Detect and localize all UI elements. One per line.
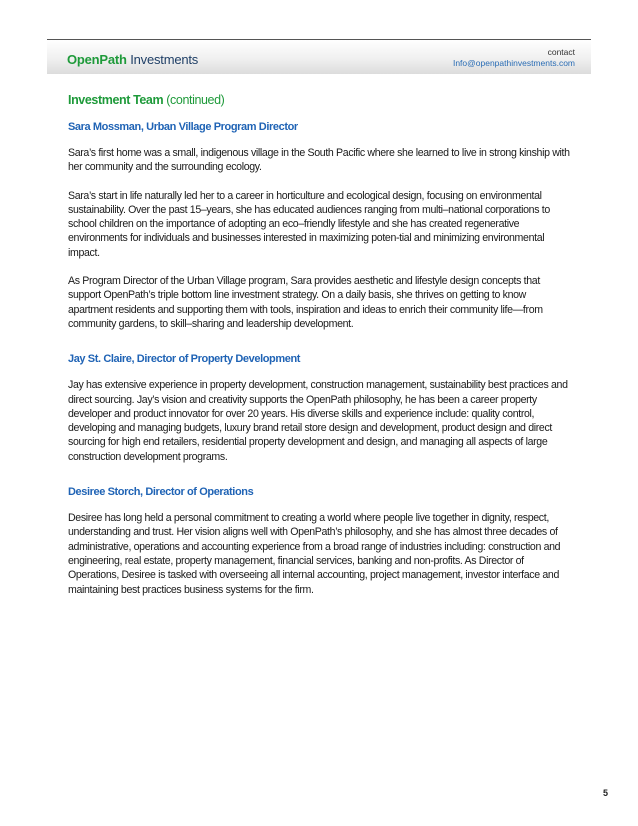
person-sara-mossman — [68, 121, 573, 331]
bio-paragraph: As Program Director of the Urban Village program, Sara provides aesthetic and lifestyle design concepts that support OpenPath’s triple bottom line investment strategy. On a daily basis, she thrives on getting to know apartment residents and supporting them with tools, inspiration and ideas to enrich their community life—from community gardens, to skill–sharing and leadership development. — [68, 275, 543, 330]
person-name: Desiree Storch, Director of Operations — [68, 486, 254, 499]
person-name: Sara Mossman, Urban Village Program Director — [68, 121, 298, 133]
bio-paragraph: Sara’s first home was a small, indigenous village in the South Pacific where she learned to live in strong kinship with her community and the surrounding ecology. — [68, 147, 570, 174]
page-content — [68, 93, 573, 611]
section-spacer — [68, 345, 573, 353]
brand-name-investments: Investments — [126, 52, 199, 67]
section-title — [68, 93, 573, 107]
contact-email-link[interactable]: Info@openpathinvestments.com — [452, 58, 575, 68]
bio-paragraph: Desiree has long held a personal commitment to creating a world where people live together in dignity, respect, understanding and trust. Her vision aligns well with OpenPath’s philosophy, and she has almost three decades of administrative, operations and accounting experience from a broad range of industries including: construction and engineering, real estate, property management, financial services, banking and non-profits. As Director of Operations, Desiree is tasked with overseeing all internal accounting, project management, investor interface and maintaining best practices business systems for the firm. — [68, 512, 561, 596]
bio-paragraph: Jay has extensive experience in property development, construction management, sustainability best practices and direct sourcing. Jay’s vision and creativity supports the OpenPath philosophy, he has been a career property developer and product innovator for over 20 years. His diverse skills and experience include: quality control, developing and managing budgets, luxury brand retail store design and development, product design and direct sourcing for high end retailers, residential property development and design, and managing all aspects of large construction development programs. — [68, 379, 568, 463]
person-jay-st-claire — [68, 353, 573, 464]
section-title-main: Investment Team — [68, 93, 164, 107]
person-name: Jay St. Claire, Director of Property Development — [68, 353, 301, 366]
section-spacer — [68, 478, 573, 486]
section-title-continued: (continued) — [163, 93, 225, 107]
page-header — [47, 39, 591, 74]
person-desiree-storch — [68, 486, 573, 597]
brand-logo — [67, 52, 198, 67]
contact-block — [453, 47, 575, 69]
page-number: 5 — [602, 788, 608, 798]
bio-paragraph: Sara’s start in life naturally led her to a career in horticulture and ecological design, focusing on environmental sustainability. Over the past 15–years, she has educated audiences ranging from multi–national corporations to school children on the importance of adopting an eco–friendly lifestyle and she has created regenerative environments for individuals and businesses interested in maximizing poten-tial and minimizing environmental impact. — [68, 189, 550, 259]
brand-name-openpath: OpenPath — [67, 52, 127, 67]
contact-label: contact — [547, 47, 575, 57]
